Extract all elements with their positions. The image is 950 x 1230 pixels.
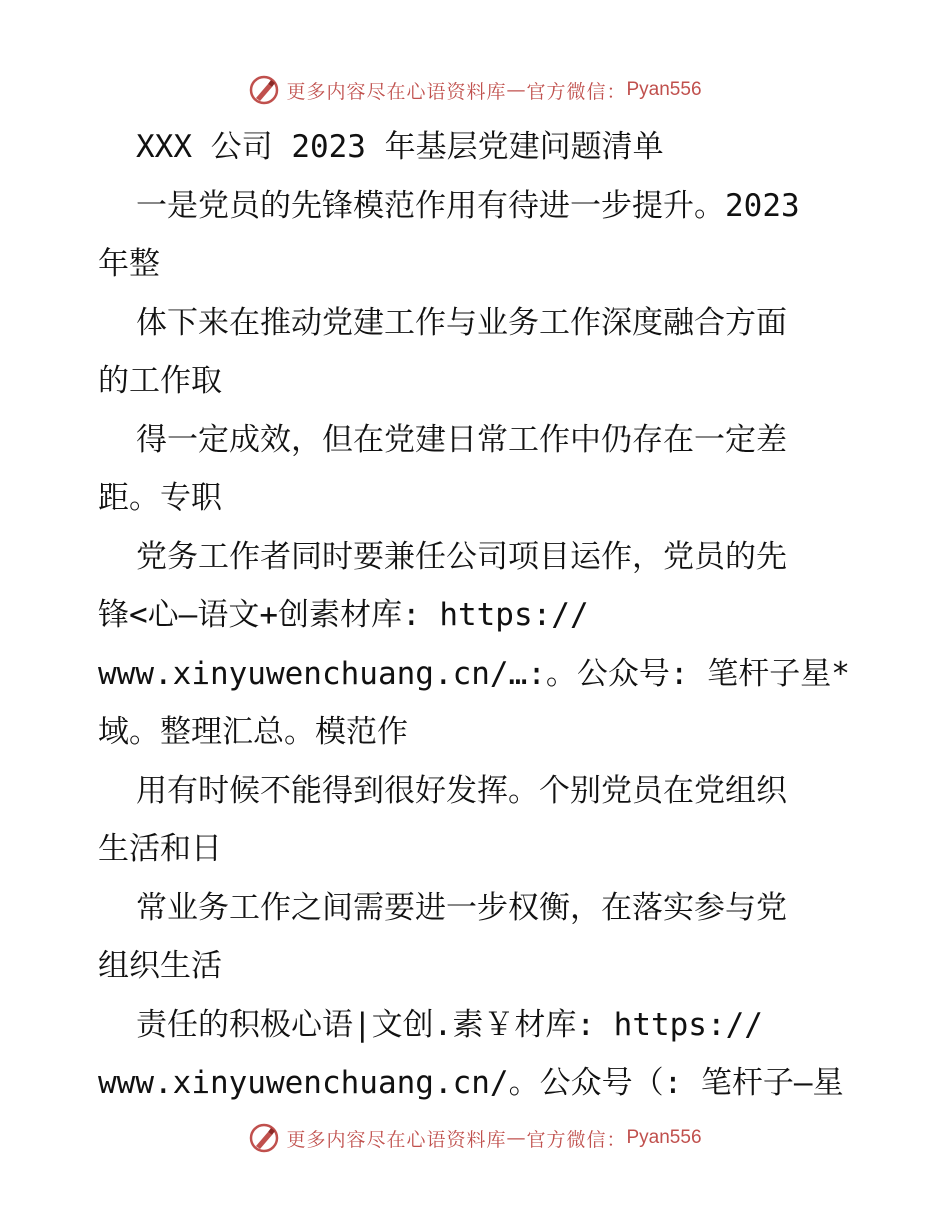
banner-dash: — xyxy=(506,79,527,101)
text-line: 用有时候不能得到很好发挥。个别党员在党组织 xyxy=(136,772,787,809)
text-line: 一是党员的先锋模范作用有待进一步提升。2023 xyxy=(136,187,800,224)
banner-wechat-label: 官方微信： xyxy=(526,80,627,103)
banner-wechat-label: 官方微信： xyxy=(526,1128,627,1151)
pen-logo-icon xyxy=(248,1122,280,1154)
text-line: 锋<心—语文+创素材库: https:// xyxy=(98,597,589,633)
document-body xyxy=(98,118,858,1113)
text-line: 组织生活 xyxy=(98,948,222,984)
text-line: 域。整理汇总。模范作 xyxy=(98,714,408,750)
text-line: 责任的积极心语|文创.素￥材库: https:// xyxy=(136,1006,763,1043)
text-line: 得一定成效，但在党建日常工作中仍存在一定差 xyxy=(136,421,787,458)
text-line: www.xinyuwenchuang.cn/。公众号（: 笔杆子—星 xyxy=(98,1065,844,1101)
banner-wechat-id: Pyan556 xyxy=(626,79,702,100)
text-line: 常业务工作之间需要进一步权衡，在落实参与党 xyxy=(136,889,787,926)
text-line: 距。专职 xyxy=(98,480,222,516)
document-title: XXX 公司 2023 年基层党建问题清单 xyxy=(136,129,664,165)
pen-logo-icon xyxy=(248,74,280,106)
text-line: www.xinyuwenchuang.cn/…:。公众号: 笔杆子星* xyxy=(98,655,850,692)
banner-text: 更多内容尽在心语资料库 xyxy=(286,1128,507,1151)
banner-wechat-id: Pyan556 xyxy=(626,1127,702,1148)
text-line: 的工作取 xyxy=(98,363,222,399)
header-banner xyxy=(0,70,950,110)
footer-banner xyxy=(0,1118,950,1158)
banner-text: 更多内容尽在心语资料库 xyxy=(286,80,507,103)
text-line: 体下来在推动党建工作与业务工作深度融合方面 xyxy=(136,304,787,341)
banner-dash: — xyxy=(506,1127,527,1149)
text-line: 年整 xyxy=(98,246,160,282)
text-line: 党务工作者同时要兼任公司项目运作，党员的先 xyxy=(136,538,787,575)
text-line: 生活和日 xyxy=(98,831,222,867)
